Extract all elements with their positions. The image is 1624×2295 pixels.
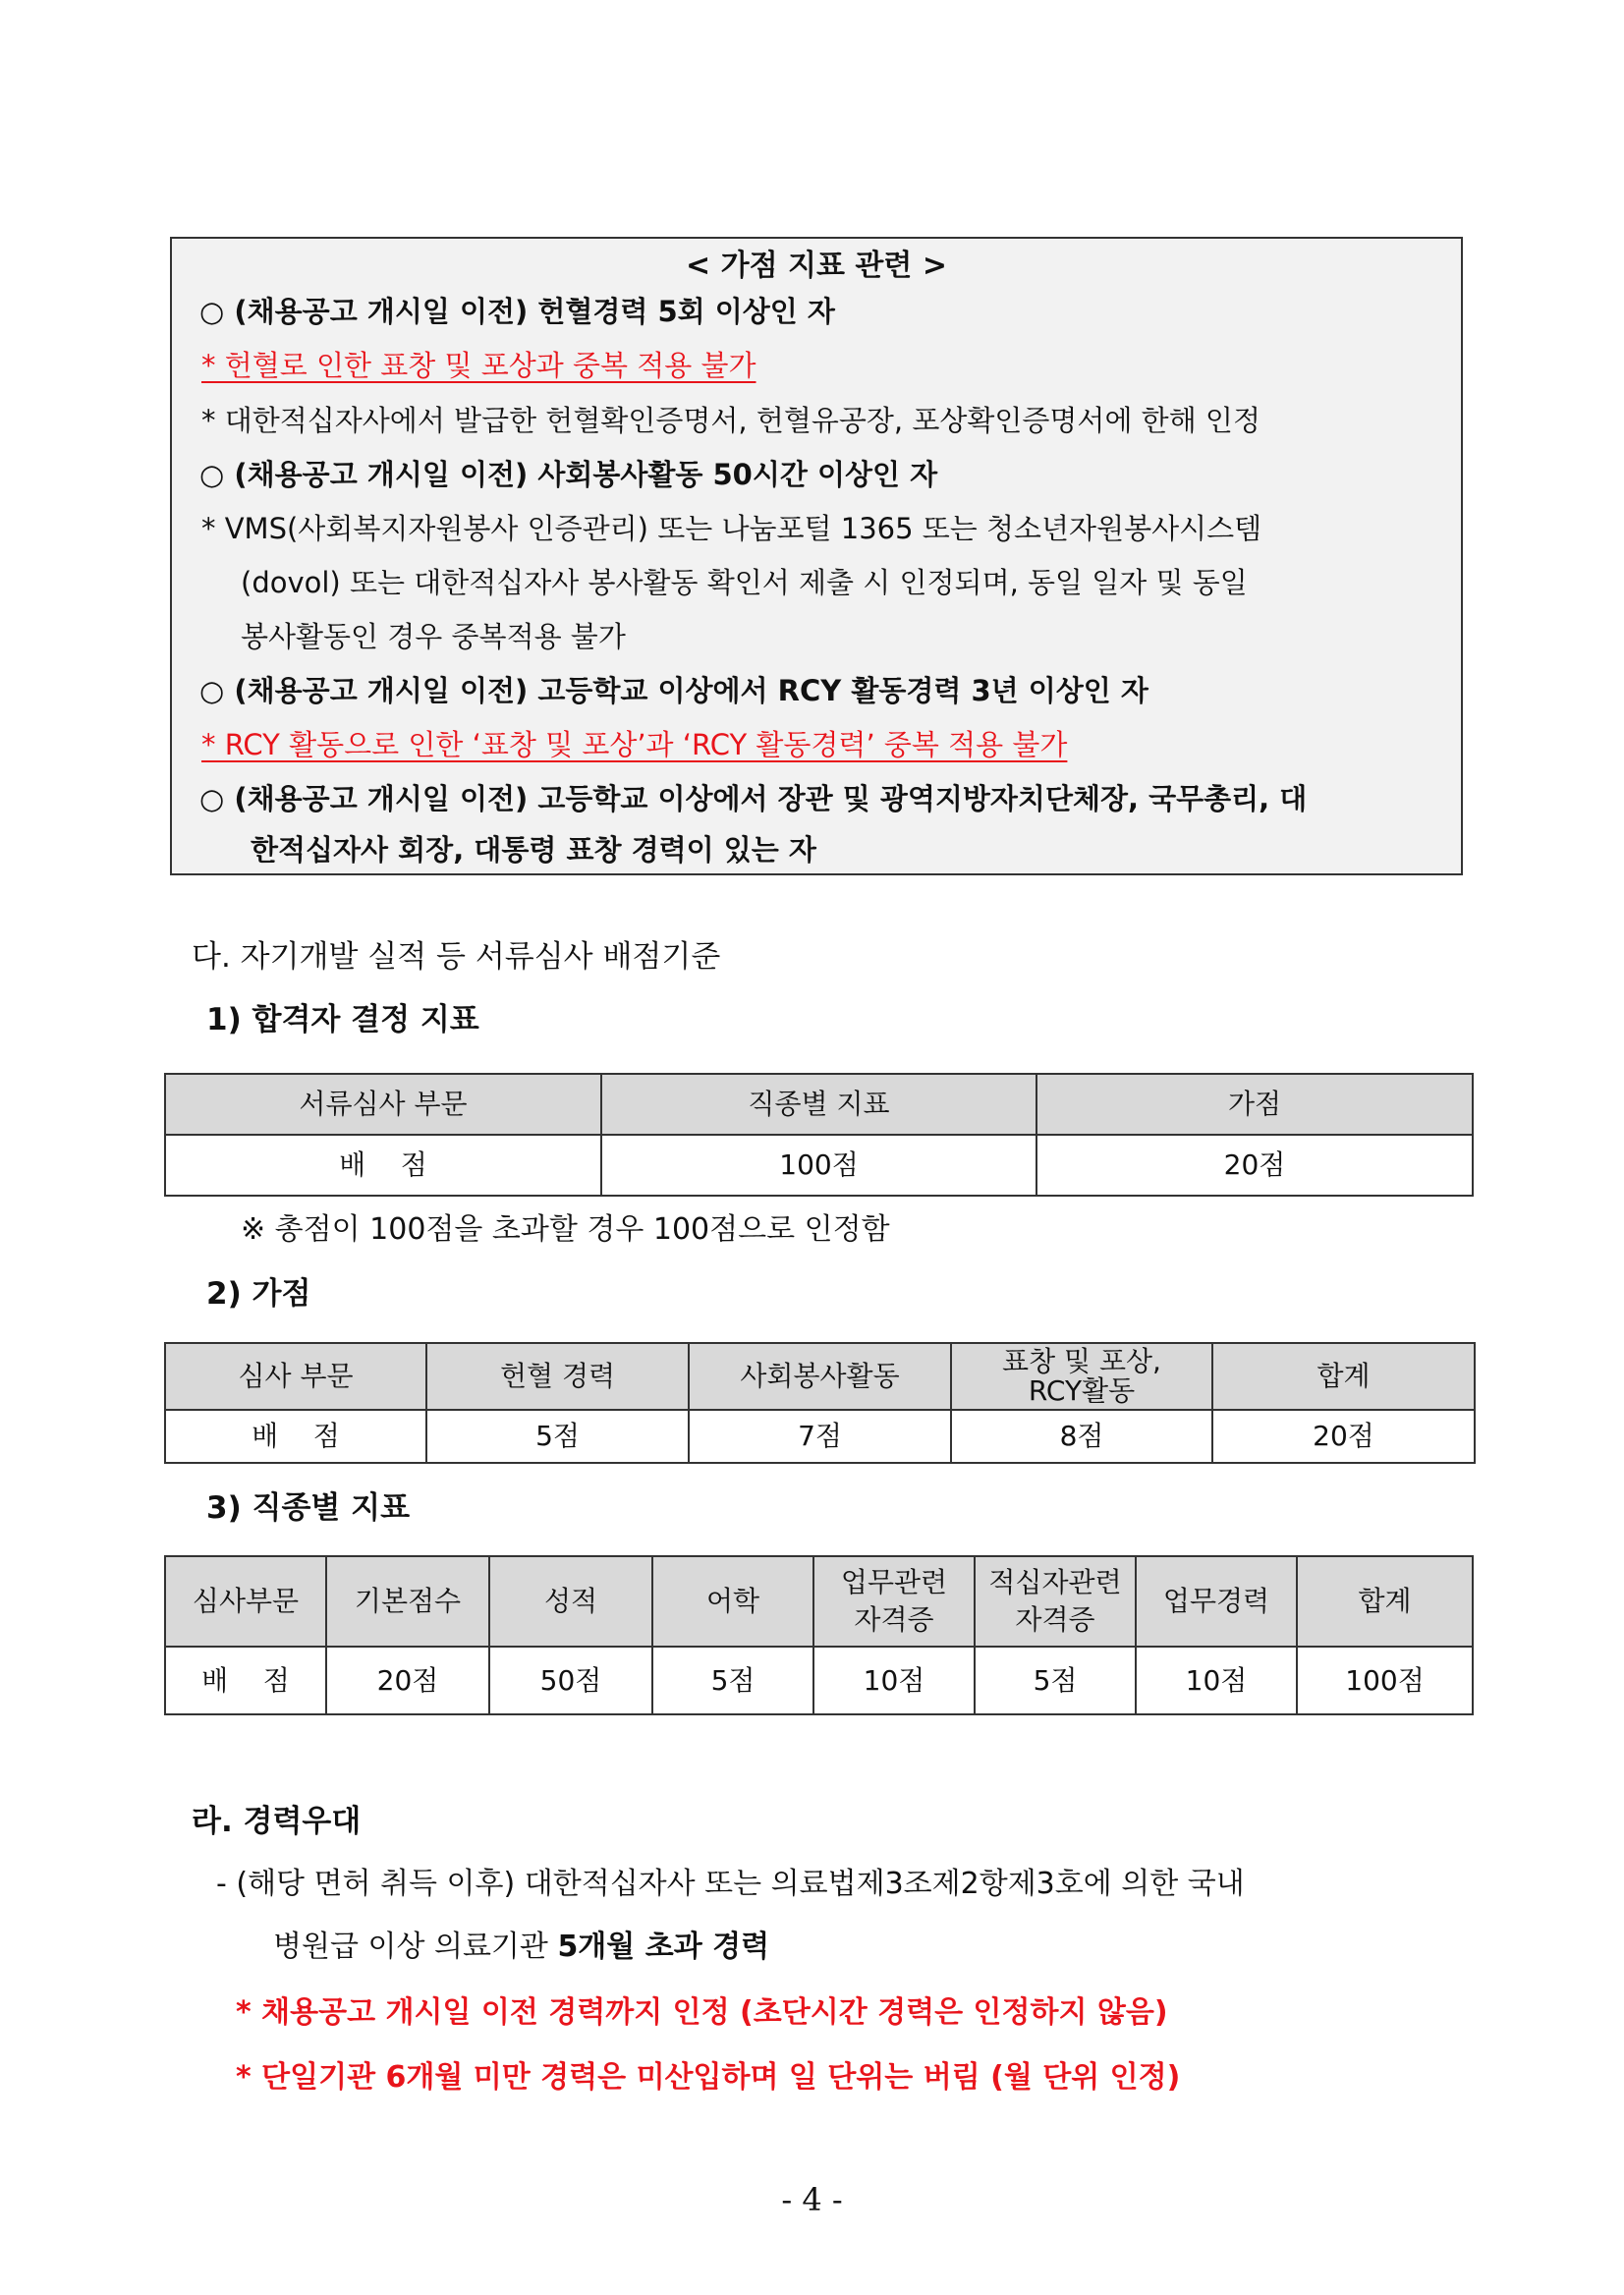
- table-header-cell: 직종별 지표: [601, 1074, 1036, 1135]
- box-note-rcy-duplicate: * RCY 활동으로 인한 ‘표창 및 포상’과 ‘RCY 활동경력’ 중복 적용 불가: [201, 728, 1068, 761]
- page-number: - 4 -: [781, 2181, 843, 2218]
- box-note-blood-certificate: * 대한적십자사에서 발급한 헌혈확인증명서, 헌혈유공장, 포상확인증명서에 한해 인정: [201, 404, 1260, 437]
- subsection-1-heading: 1) 합격자 결정 지표: [206, 1002, 479, 1037]
- box-note-volunteer-1: * VMS(사회복지자원봉사 인증관리) 또는 나눔포털 1365 또는 청소년자원봉사시스템: [201, 512, 1262, 545]
- table-header-cell: 사회봉사활동: [689, 1343, 951, 1410]
- table-cell: 5점: [426, 1410, 689, 1463]
- table-cell: 배 점: [165, 1410, 426, 1463]
- table-header-cell: 합계: [1297, 1556, 1473, 1647]
- box-line-award-cont: 한적십자사 회장, 대통령 표창 경력이 있는 자: [251, 833, 816, 867]
- header-line: RCY활동: [1028, 1374, 1136, 1407]
- table-header-cell: 기본점수: [326, 1556, 489, 1647]
- table-cell: 8점: [951, 1410, 1212, 1463]
- section-ra-heading: 라. 경력우대: [192, 1804, 362, 1839]
- total-score-note: ※ 총점이 100점을 초과할 경우 100점으로 인정함: [241, 1212, 890, 1247]
- pass-criteria-table: [164, 1073, 1474, 1197]
- table-header-cell: 합계: [1212, 1343, 1475, 1410]
- table-header-cell: [951, 1343, 1212, 1410]
- header-line: 자격증: [1015, 1603, 1095, 1636]
- table-cell: 배 점: [165, 1647, 326, 1714]
- header-line: 업무관련: [840, 1566, 948, 1598]
- job-criteria-table: [164, 1555, 1474, 1715]
- table-header-row: [165, 1074, 1473, 1135]
- box-note-volunteer-2: (dovol) 또는 대한적십자사 봉사활동 확인서 제출 시 인정되며, 동일 일자 및 동일: [241, 566, 1248, 599]
- career-note-1: * 채용공고 개시일 이전 경력까지 인정 (초단시간 경력은 인정하지 않음): [236, 1995, 1168, 2030]
- table-cell: 5점: [652, 1647, 813, 1714]
- box-line-blood-donation: ○ (채용공고 개시일 이전) 헌혈경력 5회 이상인 자: [199, 295, 835, 328]
- table-cell: 7점: [689, 1410, 951, 1463]
- table-row: [165, 1135, 1473, 1196]
- table-header-row: [165, 1556, 1473, 1647]
- table-header-cell: 어학: [652, 1556, 813, 1647]
- box-title: < 가점 지표 관련 >: [686, 249, 947, 283]
- box-line-award: ○ (채용공고 개시일 이전) 고등학교 이상에서 장관 및 광역지방자치단체장, 국무총리, 대: [199, 782, 1308, 815]
- table-header-cell: 업무경력: [1136, 1556, 1297, 1647]
- table-cell: 배 점: [165, 1135, 601, 1196]
- table-header-cell: 서류심사 부문: [165, 1074, 601, 1135]
- table-header-cell: 심사 부문: [165, 1343, 426, 1410]
- career-line-2-text: 병원급 이상 의료기관: [273, 1930, 558, 1964]
- box-note-blood-duplicate: * 헌혈로 인한 표창 및 포상과 중복 적용 불가: [201, 349, 756, 382]
- career-line-2-emphasis: 5개월 초과 경력: [557, 1930, 770, 1964]
- table-row: [165, 1647, 1473, 1714]
- table-header-cell: 헌혈 경력: [426, 1343, 689, 1410]
- table-cell: 20점: [1036, 1135, 1473, 1196]
- table-cell: 5점: [975, 1647, 1136, 1714]
- table-cell: 100점: [1297, 1647, 1473, 1714]
- table-row: [165, 1410, 1475, 1463]
- subsection-3-heading: 3) 직종별 지표: [206, 1490, 411, 1526]
- box-line-rcy: ○ (채용공고 개시일 이전) 고등학교 이상에서 RCY 활동경력 3년 이상인 자: [199, 674, 1148, 707]
- table-cell: 20점: [326, 1647, 489, 1714]
- table-header-row: [165, 1343, 1475, 1410]
- table-cell: 100점: [601, 1135, 1036, 1196]
- section-da-heading: 다. 자기개발 실적 등 서류심사 배점기준: [192, 939, 721, 975]
- header-line: 적십자관련: [988, 1566, 1122, 1598]
- table-header-cell: 성적: [489, 1556, 652, 1647]
- bonus-points-table: [164, 1342, 1476, 1464]
- header-line: 자격증: [854, 1603, 934, 1636]
- table-cell: 20점: [1212, 1410, 1475, 1463]
- table-header-cell: [813, 1556, 975, 1647]
- box-line-volunteer: ○ (채용공고 개시일 이전) 사회봉사활동 50시간 이상인 자: [199, 458, 938, 491]
- career-line-1: - (해당 면허 취득 이후) 대한적십자사 또는 의료법제3조제2항제3호에 의한 국내: [216, 1867, 1245, 1901]
- table-header-cell: 가점: [1036, 1074, 1473, 1135]
- header-line: 표창 및 포상,: [1002, 1345, 1161, 1377]
- box-note-volunteer-3: 봉사활동인 경우 중복적용 불가: [241, 620, 626, 653]
- table-cell: 10점: [1136, 1647, 1297, 1714]
- career-note-2: * 단일기관 6개월 미만 경력은 미산입하며 일 단위는 버림 (월 단위 인정): [236, 2060, 1181, 2095]
- table-cell: 10점: [813, 1647, 975, 1714]
- table-header-cell: [975, 1556, 1136, 1647]
- bonus-criteria-box: [170, 237, 1463, 875]
- career-line-2: [273, 1929, 769, 1966]
- table-header-cell: 심사부문: [165, 1556, 326, 1647]
- subsection-2-heading: 2) 가점: [206, 1276, 311, 1312]
- table-cell: 50점: [489, 1647, 652, 1714]
